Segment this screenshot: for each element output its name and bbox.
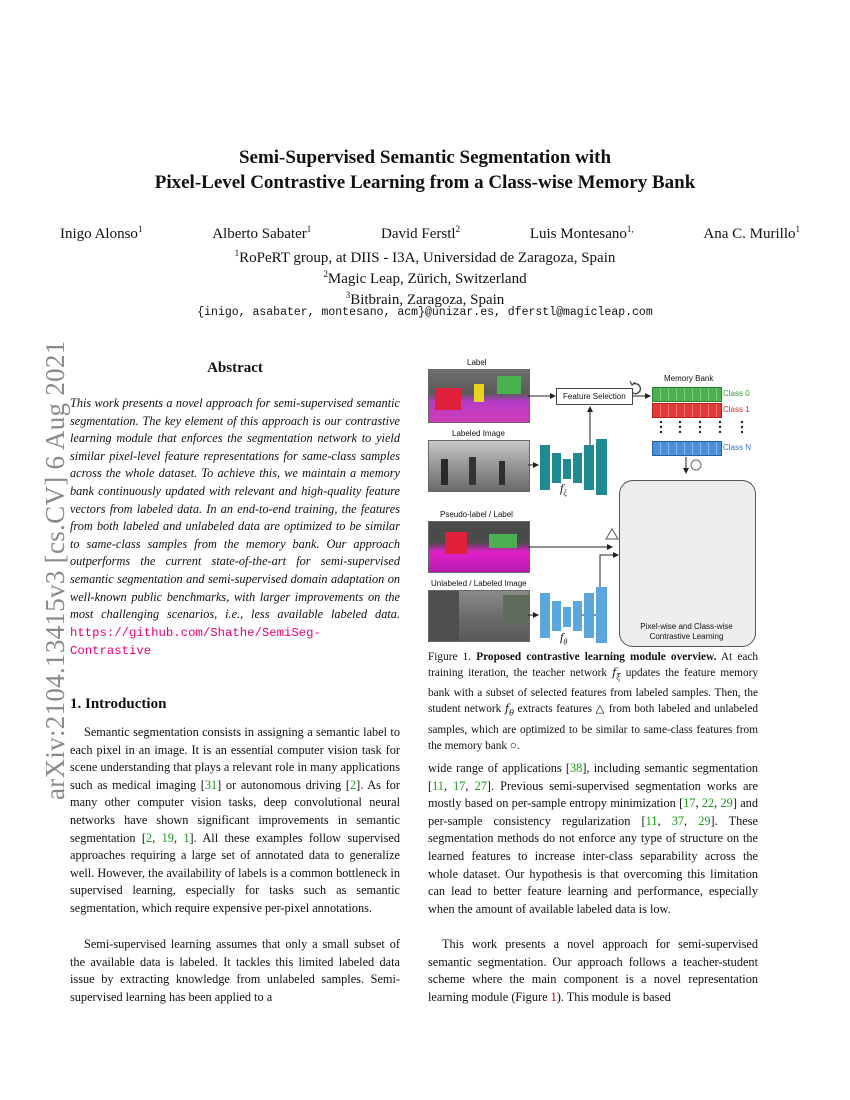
teacher-network-icon (540, 439, 607, 498)
author-emails: {inigo, asabater, montesano, acm}@unizar.es, dferstl@magicleap.com (197, 306, 653, 319)
feature-selection-box: Feature Selection (556, 388, 633, 405)
citation-link[interactable]: 27 (474, 778, 487, 793)
citation-link[interactable]: 31 (204, 777, 218, 792)
author-list (60, 224, 800, 243)
fig-label-unlabeled-image: Unlabeled / Labeled Image (431, 579, 527, 588)
figure-link[interactable]: 1 (550, 989, 557, 1004)
citation-link[interactable]: 11 (432, 778, 444, 793)
paper-title-line-1: Semi-Supervised Semantic Segmentation with (238, 147, 612, 168)
paper-title-line-2: Pixel-Level Contrastive Learning from a Class-wise Memory Bank (154, 172, 696, 193)
class-0-label: Class 0 (723, 389, 750, 398)
circle-icon: ○ (509, 739, 517, 752)
student-feature-triangle (606, 529, 618, 539)
student-network-icon (540, 587, 607, 643)
citation-link[interactable]: 29 (698, 813, 711, 828)
citation-link[interactable]: 19 (161, 830, 174, 845)
memory-bank-title: Memory Bank (664, 374, 714, 383)
abstract-body: This work presents a novel approach for semi-supervised semantic segmentation. The key element of this approach is our contrastive learning module that enforces the segmentation network to yield similar pixel-level feature representations for same-class samples across the whole dataset. To achieve this, we maintain a memory bank continuously updated with relevant and high-quality feature vectors from labeled data. In an end-to-end training, the features from both labeled and unlabeled data are optimized to be similar to same-class samples from the memory bank. Our approach outperforms the current state-of-the-art for semi-supervised semantic segmentation and semi-supervised domain adaptation on well-known public benchmarks, with larger improvements on the most challenging scenarios, i.e., less available labeled data. https://github.com/Shathe/SemiSeg-Contrastive (70, 396, 400, 659)
affiliation: $^3$Bitbrain, Zaragoza, Spain (345, 290, 505, 308)
citation-link[interactable]: 1 (183, 830, 190, 845)
intro-paragraph-2: Semi-supervised learning assumes that only a small subset of the available data is labeled. It tackles this limited labeled data issue by extracting knowledge from unlabeled samples. Semi-supervised learning has been applied to a (70, 937, 400, 1004)
arxiv-stamp: arXiv:2104.13415v3 [cs.CV] 6 Aug 2021 (40, 340, 70, 800)
memory-feature-circle (691, 460, 701, 470)
fig-label-label: Label (467, 358, 487, 367)
abstract-heading: Abstract (207, 360, 263, 376)
affiliation: $^1$RoPeRT group, at DIIS - I3A, Universidad de Zaragoza, Spain (234, 248, 616, 266)
teacher-network-label: $f_\xi$ (560, 481, 567, 498)
fig-label-pseudo-label: Pseudo-label / Label (440, 510, 513, 519)
ellipsis-icon (660, 421, 743, 433)
code-link[interactable]: https://github.com/Shathe/SemiSeg-Contrastive (70, 625, 321, 659)
intro-paragraph-4: This work presents a novel approach for semi-supervised semantic segmentation. Our approach follows a teacher-student scheme where the main component is a novel representation learning module (Figure 1). This module is based (428, 937, 758, 1004)
citation-link[interactable]: 22 (701, 796, 715, 811)
class-1-label: Class 1 (723, 405, 750, 414)
memory-bank-class-1 (652, 403, 722, 418)
citation-link[interactable]: 29 (720, 796, 733, 811)
citation-link[interactable]: 17 (453, 778, 466, 793)
panel-caption: Pixel-wise and Class-wise Contrastive Learning (640, 622, 733, 641)
intro-paragraph-3: wide range of applications [38], including semantic segmentation [11, 17, 27]. Previous semi-supervised segmentation works are mostly based on per-sample entropy minimization [17, 22, 29] and per-sample consistency regularization [11, 37, 29]. These segmentation methods do not enforce any type of structure on the learned features to increase inter-class separability across the whole dataset. Our hypothesis is that overcoming this limitation can lead to better feature learning and performance, especially when the amount of available labeled data is low. (428, 761, 758, 916)
memory-bank-class-n (652, 441, 722, 456)
citation-link[interactable]: 2 (349, 777, 357, 792)
student-network-label: $f_\theta$ (560, 630, 568, 647)
citation-link[interactable]: 11 (645, 813, 658, 828)
author: Alberto Sabater$^1$ (212, 224, 312, 242)
author: Luis Montesano$^{1,}$ (529, 224, 634, 242)
section-heading-introduction: 1. Introduction (70, 696, 167, 712)
author: Ana C. Murillo$^1$ (703, 224, 800, 242)
figure-1-caption: Figure 1. Proposed contrastive learning module overview. At each training iteration, the teacher network $f_\xi$ updates the feature memory bank with a subset of selected features from labeled samples. Then, the student network $f_\theta$ extracts features △ from both labeled and unlabeled samples, which are optimized to be similar to same-class features from the memory bank ○. (428, 651, 759, 752)
affiliation: $^2$Magic Leap, Zürich, Switzerland (323, 269, 527, 287)
citation-link[interactable]: 2 (146, 830, 153, 845)
citation-link[interactable]: 37 (671, 813, 684, 828)
triangle-icon: △ (595, 703, 606, 716)
fig-label-labeled-image: Labeled Image (452, 429, 505, 438)
citation-link[interactable]: 17 (683, 796, 696, 811)
class-n-label: Class N (723, 443, 752, 452)
author: David Ferstl$^2$ (381, 224, 461, 242)
citation-link[interactable]: 38 (570, 761, 583, 775)
intro-paragraph-1: Semantic segmentation consists in assigning a semantic label to each pixel in an image. It is an essential computer vision task for scene understanding that plays a relevant role in many applications such as medical imaging [31] or autonomous driving [2]. As for many other computer vision tasks, deep convolutional neural networks have shown significant improvements in semantic segmentation [2, 19, 1]. All these examples follow supervised approaches requiring a large set of annotated data to generalize well. However, the availability of labels is a common bottleneck in supervised learning, especially for tasks such as semantic segmentation, which require expensive per-pixel annotations. (70, 725, 400, 915)
author: Inigo Alonso$^1$ (60, 224, 143, 242)
memory-bank-class-0 (652, 387, 722, 402)
